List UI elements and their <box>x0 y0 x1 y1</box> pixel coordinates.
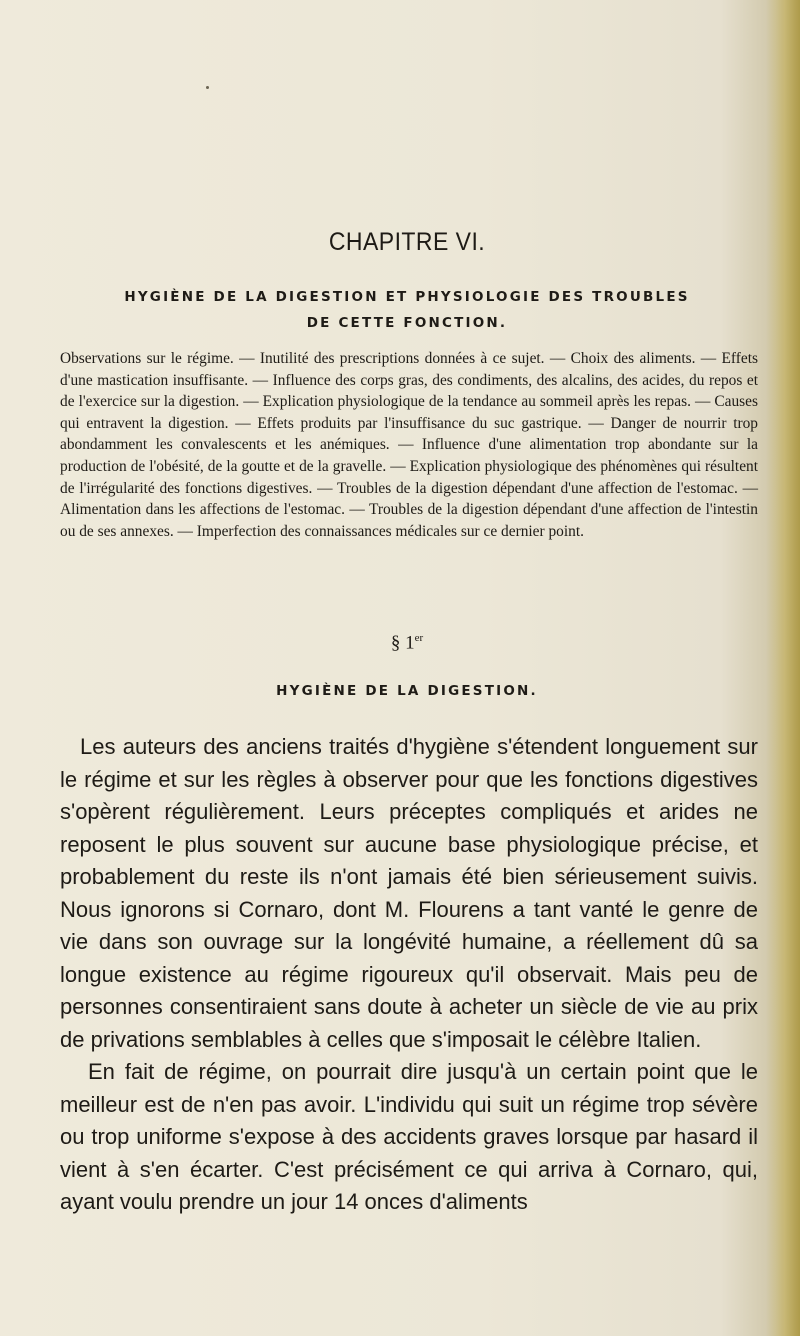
section-mark <box>52 632 762 654</box>
section-mark-superscript: er <box>414 632 424 644</box>
chapter-title <box>52 284 762 336</box>
chapter-heading: CHAPITRE VI. <box>328 228 486 256</box>
paragraph-2: En fait de régime, on pourrait dire jusqu'à un certain point que le meilleur est de n'en pas avoir. L'individu qui suit un régime trop sévère ou trop uniforme s'expose à des accidents graves lorsque par hasard il vient à s'en écarter. C'est précisément ce qui arriva à Cornaro, qui, ayant voulu prendre un jour 14 onces d'aliments <box>60 1059 758 1214</box>
page-edge-stain <box>766 0 800 1336</box>
ink-speck <box>206 86 209 89</box>
section-mark-symbol: § 1 <box>390 632 415 654</box>
section-title: HYGIÈNE DE LA DIGESTION. <box>276 683 538 699</box>
body-text <box>60 731 758 1219</box>
chapter-title-line-2: DE CETTE FONCTION. <box>306 315 508 331</box>
chapter-title-line-1: HYGIÈNE DE LA DIGESTION ET PHYSIOLOGIE DES TROUBLES <box>124 289 690 305</box>
chapter-summary: Observations sur le régime. — Inutilité des prescriptions données à ce sujet. — Choix des aliments. — Effets d'une mastication insuffisante. — Influence des corps gras, des condiments, des alcalins, des acides, du repos et de l'exercice sur la digestion. — Explication physiologique de la tendance au sommeil après les repas. — Causes qui entravent la digestion. — Effets produits par l'insuffisance du suc gastrique. — Danger de nourrir trop abondamment les convalescents et les anémiques. — Influence d'une alimentation trop abondante sur la production de l'obésité, de la goutte et de la gravelle. — Explication physiologique des phénomènes qui résultent de l'irrégularité des fonctions digestives. — Troubles de la digestion dépendant d'une affection de l'estomac. — Alimentation dans les affections de l'estomac. — Troubles de la digestion dépendant d'une affection de l'intestin ou de ses annexes. — Imperfection des connaissances médicales sur ce dernier point. <box>60 350 758 540</box>
paragraph-1: Les auteurs des anciens traités d'hygiène s'étendent longuement sur le régime et sur les règles à observer pour que les fonctions digestives s'opèrent régulièrement. Leurs préceptes compliqués et arides ne reposent le plus souvent sur aucune base physiologique précise, et probablement du reste ils n'ont jamais été bien sérieusement suivis. Nous ignorons si Cornaro, dont M. Flourens a tant vanté le genre de vie dans son ouvrage sur la longévité humaine, a réellement dû sa longue existence au régime rigoureux qu'il observait. Mais peu de personnes consentiraient sans doute à acheter un siècle de vie au prix de privations semblables à celles que s'imposait le célèbre Italien. <box>60 734 758 1052</box>
